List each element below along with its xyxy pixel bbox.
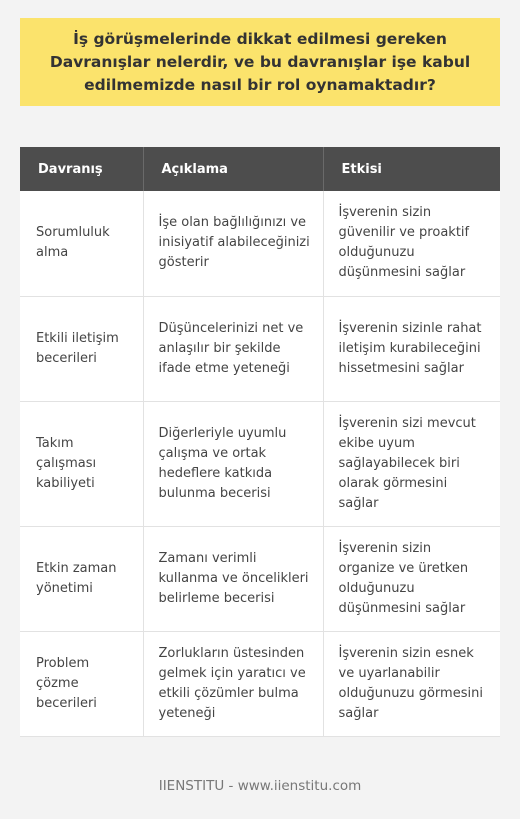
cell-behavior: Sorumluluk alma	[20, 191, 143, 296]
table-row	[20, 631, 500, 736]
table-header-row	[20, 147, 500, 191]
cell-effect: İşverenin sizinle rahat iletişim kurabileceğini hissetmesini sağlar	[323, 296, 500, 401]
table-row	[20, 401, 500, 526]
footer-credit: IIENSTITU - www.iienstitu.com	[158, 778, 362, 794]
cell-behavior: Problem çözme becerileri	[20, 631, 143, 736]
cell-description: İşe olan bağlılığınızı ve inisiyatif alabileceğinizi gösterir	[143, 191, 323, 296]
table-row	[20, 296, 500, 401]
cell-behavior: Etkili iletişim becerileri	[20, 296, 143, 401]
cell-description: Zamanı verimli kullanma ve öncelikleri belirleme becerisi	[143, 526, 323, 631]
cell-behavior: Takım çalışması kabiliyeti	[20, 401, 143, 526]
behaviors-table	[20, 147, 500, 737]
cell-effect: İşverenin sizin güvenilir ve proaktif olduğunuzu düşünmesini sağlar	[323, 191, 500, 296]
cell-effect: İşverenin sizin esnek ve uyarlanabilir olduğunuzu görmesini sağlar	[323, 631, 500, 736]
table-row	[20, 191, 500, 296]
cell-effect: İşverenin sizin organize ve üretken olduğunuzu düşünmesini sağlar	[323, 526, 500, 631]
title-banner	[20, 18, 500, 106]
header-description: Açıklama	[143, 147, 323, 191]
header-effect: Etkisi	[323, 147, 500, 191]
page-title: İş görüşmelerinde dikkat edilmesi gereken Davranışlar nelerdir, ve bu davranışlar işe kabul edilmemizde nasıl bir rol oynamaktadır?	[49, 29, 471, 94]
header-behavior: Davranış	[20, 147, 143, 191]
cell-description: Diğerleriyle uyumlu çalışma ve ortak hedeflere katkıda bulunma becerisi	[143, 401, 323, 526]
cell-behavior: Etkin zaman yönetimi	[20, 526, 143, 631]
cell-effect: İşverenin sizi mevcut ekibe uyum sağlayabilecek biri olarak görmesini sağlar	[323, 401, 500, 526]
cell-description: Düşüncelerinizi net ve anlaşılır bir şekilde ifade etme yeteneği	[143, 296, 323, 401]
cell-description: Zorlukların üstesinden gelmek için yaratıcı ve etkili çözümler bulma yeteneği	[143, 631, 323, 736]
table-row	[20, 526, 500, 631]
